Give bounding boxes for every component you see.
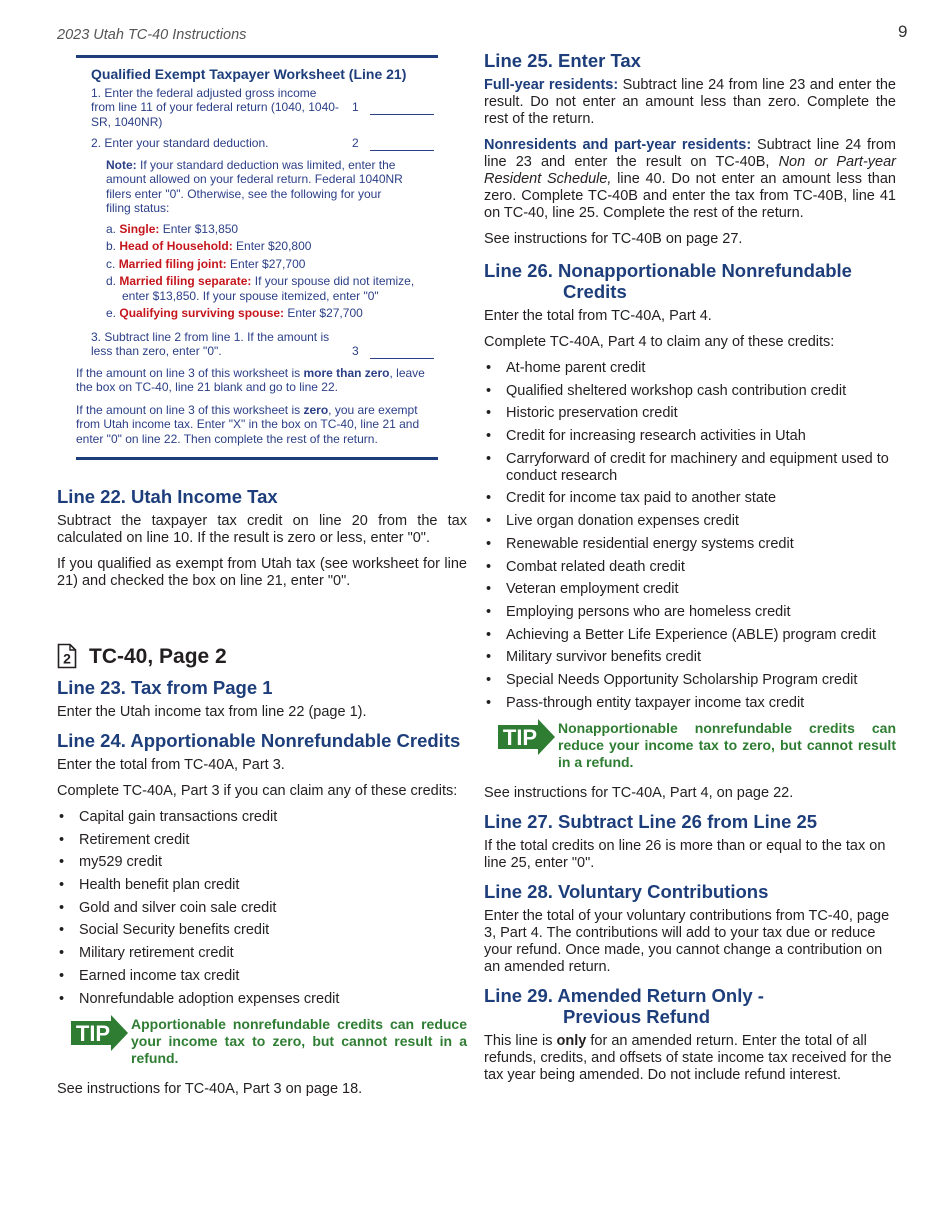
- list-item: • Gold and silver coin sale credit: [57, 900, 467, 917]
- worksheet-row-3-blank[interactable]: [370, 344, 434, 359]
- tip-label: TIP: [75, 1020, 111, 1046]
- option-text: If your spouse did not itemize, enter $13,850. If your spouse itemized, enter "0": [122, 274, 415, 303]
- option-letter: e.: [106, 306, 117, 320]
- right-column: [484, 50, 896, 1093]
- list-item: • Health benefit plan credit: [57, 877, 467, 894]
- line-25-heading: Line 25. Enter Tax: [484, 50, 641, 71]
- para-emphasis: zero: [303, 402, 329, 417]
- list-item: • Credit for income tax paid to another state: [484, 490, 896, 507]
- line-24-see-instructions: See instructions for TC-40A, Part 3 on page 18.: [57, 1080, 363, 1097]
- line-27-text: If the total credits on line 26 is more than or equal to the tax on line 25, enter "0".: [484, 837, 886, 871]
- line-24-credit-list: [57, 809, 467, 1008]
- tip-label: TIP: [502, 724, 538, 750]
- line-26-text: Enter the total from TC-40A, Part 4.: [484, 308, 712, 324]
- worksheet-row-3-number: 3: [352, 343, 359, 358]
- line-25-full-year: [484, 77, 896, 128]
- list-item: • Capital gain transactions credit: [57, 809, 467, 826]
- option-letter: c.: [106, 256, 116, 271]
- line-26-heading: [484, 260, 896, 302]
- filing-status-option: [91, 222, 421, 237]
- option-label: Head of Household:: [119, 239, 233, 253]
- worksheet-row-2-text: 2. Enter your standard deduction.: [91, 136, 269, 150]
- document-title: 2023 Utah TC-40 Instructions: [57, 27, 247, 43]
- line-28-text: Enter the total of your voluntary contributions from TC-40, page 3, Part 4. The contributions will add to your tax due or reduce your refund. Once made, you cannot change a contribution on an amended return.: [484, 907, 890, 975]
- page-icon-number: 2: [63, 650, 71, 667]
- line-29-text-a: This line is: [484, 1032, 557, 1049]
- option-label: Married filing joint:: [118, 256, 227, 271]
- option-letter: b.: [106, 239, 117, 253]
- option-text: Enter $27,700: [284, 306, 363, 320]
- line-26-heading-b: Credits: [563, 281, 627, 302]
- line-26-credit-list: [484, 360, 896, 712]
- list-item: • Combat related death credit: [484, 559, 896, 576]
- line-29-heading-b: Previous Refund: [563, 1005, 710, 1027]
- line-29-emphasis: only: [556, 1032, 587, 1049]
- list-item: • Veteran employment credit: [484, 581, 896, 598]
- para-text: , leave the box on TC-40, line 21 blank and go to line 22.: [76, 365, 425, 394]
- nonresidents-label: Nonresidents and part-year residents:: [484, 137, 752, 153]
- option-label: Single:: [119, 221, 160, 236]
- line-22-heading: Line 22. Utah Income Tax: [57, 486, 278, 507]
- option-letter: d.: [106, 274, 117, 288]
- line-28-heading: Line 28. Voluntary Contributions: [484, 880, 769, 902]
- worksheet-note-label: Note:: [106, 157, 137, 172]
- worksheet-row-3-text: 3. Subtract line 2 from line 1. If the amount is less than zero, enter "0".: [91, 329, 330, 358]
- worksheet-row-2-blank[interactable]: [370, 136, 434, 151]
- tip-arrow-icon: [498, 719, 556, 755]
- filing-status-option: [91, 239, 421, 254]
- left-column: [57, 55, 467, 1107]
- line-26-see-instructions: See instructions for TC-40A, Part 4, on page 22.: [484, 784, 794, 801]
- option-label: Qualifying surviving spouse:: [119, 306, 285, 320]
- para-text: If the amount on line 3 of this worksheet is: [76, 365, 304, 380]
- line-24-text: Enter the total from TC-40A, Part 3.: [57, 757, 285, 773]
- filing-status-options: [91, 222, 421, 321]
- line-29-heading-a: Line 29. Amended Return Only -: [484, 984, 764, 1006]
- worksheet-note-text: If your standard deduction was limited, enter the amount allowed on your federal return. Federal 1040NR filers enter "0". Otherwise, see the following for your filing status:: [106, 157, 403, 215]
- worksheet-title: Qualified Exempt Taxpayer Worksheet (Line 21): [91, 66, 407, 82]
- line-22-text: Subtract the taxpayer tax credit on line 20 from the tax calculated on line 10. If the result is zero or less, enter "0".: [57, 513, 467, 546]
- section-header: [57, 643, 467, 669]
- tip-arrow-icon: [71, 1015, 129, 1051]
- list-item: • Historic preservation credit: [484, 405, 896, 422]
- worksheet-row-2: [76, 136, 438, 151]
- list-item: • Employing persons who are homeless credit: [484, 604, 896, 621]
- schedule-name: Non or Part-year Resident Schedule,: [484, 154, 896, 187]
- list-item: • Social Security benefits credit: [57, 922, 467, 939]
- list-item: • Renewable residential energy systems credit: [484, 536, 896, 553]
- list-item: • At-home parent credit: [484, 360, 896, 377]
- option-text: Enter $13,850: [159, 221, 239, 236]
- list-item: • Military retirement credit: [57, 945, 467, 962]
- line-25-see-instructions: See instructions for TC-40B on page 27.: [484, 231, 743, 247]
- list-item: • Carryforward of credit for machinery and equipment used to conduct research: [484, 451, 896, 485]
- line-26-intro: Complete TC-40A, Part 4 to claim any of these credits:: [484, 334, 835, 350]
- line-27-heading: Line 27. Subtract Line 26 from Line 25: [484, 810, 818, 832]
- section-title: TC-40, Page 2: [89, 644, 227, 668]
- worksheet-row-1-text: 1. Enter the federal adjusted gross income from line 11 of your federal return (1040, 1040-SR, 1040NR): [91, 85, 339, 129]
- line-23-text: Enter the Utah income tax from line 22 (page 1).: [57, 704, 367, 720]
- line-26-heading-a: Line 26. Nonapportionable Nonrefundable: [484, 260, 852, 281]
- option-letter: a.: [106, 221, 117, 236]
- qualified-exempt-worksheet: [76, 55, 438, 460]
- para-emphasis: more than zero: [303, 365, 390, 380]
- para-text: , you are exempt from Utah income tax. Enter "X" in the box on TC-40, line 21 and enter "0" on line 22. Then complete the rest of the return.: [76, 402, 420, 446]
- list-item: • Pass-through entity taxpayer income tax credit: [484, 695, 896, 712]
- line-26-tip: [498, 720, 896, 771]
- nonresidents-text: Subtract line 24 from line 23 and enter the result on TC-40B,: [484, 137, 896, 170]
- worksheet-row-2-number: 2: [352, 136, 359, 150]
- filing-status-option: [91, 257, 421, 272]
- tip-text: Nonapportionable nonrefundable credits can reduce your income tax to zero, but cannot result in a refund.: [558, 719, 896, 770]
- list-item: • Qualified sheltered workshop cash contribution credit: [484, 383, 896, 400]
- page-2-icon: [57, 643, 77, 669]
- filing-status-option: [91, 306, 421, 321]
- list-item: • Achieving a Better Life Experience (ABLE) program credit: [484, 627, 896, 644]
- page-number: 9: [898, 22, 908, 41]
- option-text: Enter $27,700: [226, 256, 306, 271]
- line-29-heading: [484, 985, 896, 1027]
- line-24-intro: Complete TC-40A, Part 3 if you can claim any of these credits:: [57, 783, 458, 799]
- line-24-heading: Line 24. Apportionable Nonrefundable Credits: [57, 730, 461, 751]
- list-item: • Special Needs Opportunity Scholarship Program credit: [484, 672, 896, 689]
- worksheet-zero-note: [76, 403, 438, 447]
- full-year-text: Subtract line 24 from line 23 and enter the result. Do not enter an amount less than zero. Complete the rest of the return.: [484, 77, 896, 127]
- worksheet-row-3: [76, 330, 438, 359]
- worksheet-more-than-zero-note: [76, 366, 438, 395]
- option-label: Married filing separate:: [119, 274, 252, 288]
- list-item: • Credit for increasing research activities in Utah: [484, 428, 896, 445]
- line-23-heading: Line 23. Tax from Page 1: [57, 677, 273, 698]
- worksheet-row-1-number: 1: [352, 99, 359, 114]
- nonresidents-text-cont: line 40. Do not enter an amount less than zero. Complete TC-40B and enter the tax from TC-40B, line 41 on TC-40, line 25. Complete the rest of the return.: [484, 171, 896, 221]
- list-item: • Retirement credit: [57, 832, 467, 849]
- list-item: • Live organ donation expenses credit: [484, 513, 896, 530]
- option-text: Enter $20,800: [232, 239, 312, 253]
- line-22-exempt-text: If you qualified as exempt from Utah tax (see worksheet for line 21) and checked the box on line 21, enter "0".: [57, 556, 467, 589]
- line-29-text: [484, 1033, 896, 1084]
- worksheet-note: [91, 158, 406, 216]
- worksheet-row-1: [76, 86, 438, 130]
- list-item: • Military survivor benefits credit: [484, 649, 896, 666]
- para-text: If the amount on line 3 of this worksheet is: [76, 402, 304, 417]
- full-year-label: Full-year residents:: [484, 77, 619, 93]
- list-item: • my529 credit: [57, 854, 467, 871]
- line-29-text-b: for an amended return. Enter the total of all refunds, credits, and offsets of state income tax received for the tax year being amended. Do not include refund interest.: [484, 1032, 892, 1083]
- worksheet-row-1-blank[interactable]: [370, 100, 434, 115]
- list-item: • Nonrefundable adoption expenses credit: [57, 991, 467, 1008]
- list-item: • Earned income tax credit: [57, 968, 467, 985]
- line-25-nonresidents: [484, 137, 896, 222]
- filing-status-option: [91, 274, 421, 303]
- line-24-tip: [71, 1016, 467, 1067]
- tip-text: Apportionable nonrefundable credits can reduce your income tax to zero, but cannot result in a refund.: [131, 1015, 467, 1066]
